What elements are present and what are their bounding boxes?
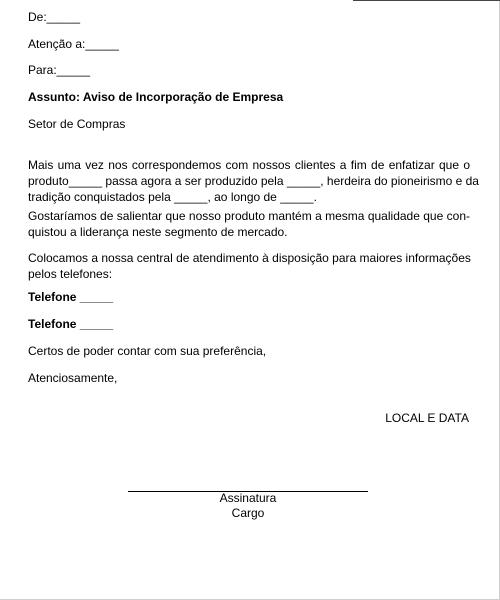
paragraph-line: produto_____ passa agora a ser produzido pela _____, herdeira do pioneirismo e da [28,174,479,188]
paragraph-merger-notice [28,157,479,205]
paragraph-line: Gostaríamos de salientar que nosso produto mantém a mesma qualidade que con- [28,209,470,223]
to-line: Para:_____ [28,63,91,77]
paragraph-line: Mais uma vez nos correspondemos com nossos clientes a fim de enfatizar que o [28,158,470,172]
paragraph-quality [28,208,470,240]
phone-line-2: Telefone _____ [28,317,114,331]
phone-line-1: Telefone _____ [28,290,114,304]
subject-line: Assunto: Aviso de Incorporação de Empresa [28,90,284,104]
paragraph-support [28,250,470,282]
paragraph-line: quistou a liderança neste segmento de mercado. [28,225,288,239]
department-line: Setor de Compras [28,117,126,131]
sign-off: Atenciosamente, [28,371,118,385]
closing-line: Certos de poder contar com sua preferência, [28,344,267,358]
place-and-date: LOCAL E DATA [385,411,469,425]
from-line: De:_____ [28,10,81,24]
paragraph-line: tradição conquistados pela _____, ao longo de _____. [28,190,317,204]
attention-line: Atenção a:_____ [28,37,119,51]
paragraph-line: Colocamos a nossa central de atendimento à disposição para maiores informações [28,251,471,265]
signature-label: Assinatura [219,491,277,505]
job-title-label: Cargo [231,506,265,520]
top-rule [353,0,500,1]
paragraph-line: pelos telefones: [28,267,113,281]
